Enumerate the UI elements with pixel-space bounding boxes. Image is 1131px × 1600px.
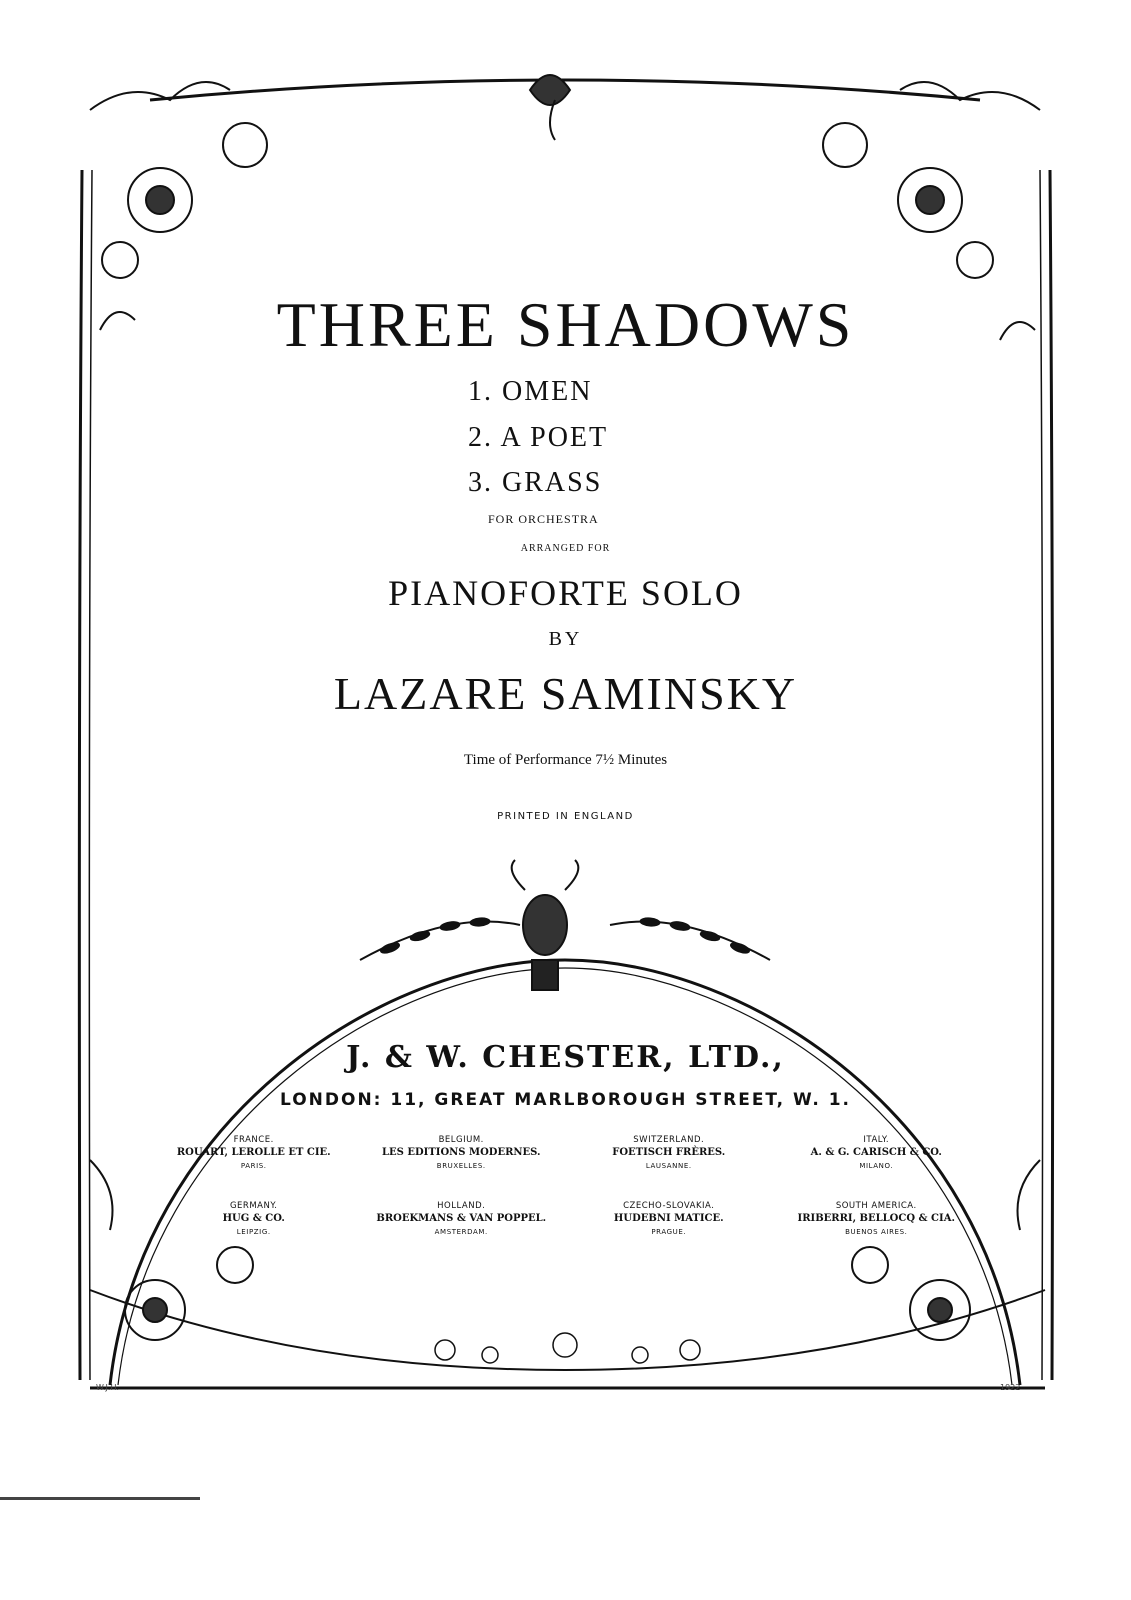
- agent-name: ROUART, LEROLLE ET CIE.: [176, 1147, 331, 1158]
- performance-time: Time of Performance 7½ Minutes: [463, 752, 668, 768]
- arranged-for-line: ARRANGED FOR: [520, 543, 611, 554]
- agent-city: PARIS.: [240, 1162, 267, 1170]
- artist-initials: W.J.H.: [96, 1383, 119, 1392]
- agent-city: BUENOS AIRES.: [845, 1228, 908, 1236]
- agent-belgium: [358, 1134, 566, 1172]
- agent-city: BRUXELLES.: [436, 1162, 486, 1170]
- agent-name: LES EDITIONS MODERNES.: [382, 1147, 541, 1158]
- publisher-oval: [110, 960, 1020, 1385]
- agent-holland: [358, 1200, 566, 1238]
- agent-south-america: [773, 1200, 981, 1238]
- agent-name: A. & G. CARISCH & CO.: [810, 1147, 942, 1158]
- agent-france: [150, 1134, 358, 1172]
- corner-ornament-bottom-right: [852, 1160, 1040, 1340]
- agents-row-2: [150, 1200, 980, 1238]
- agent-czechoslovakia: [565, 1200, 773, 1238]
- agent-name: BROEKMANS & VAN POPPEL.: [376, 1213, 547, 1224]
- agent-country: CZECHO-SLOVAKIA.: [623, 1201, 715, 1211]
- agent-city: AMSTERDAM.: [434, 1228, 488, 1236]
- printed-in-line: PRINTED IN ENGLAND: [497, 811, 634, 822]
- top-center-leaf: [530, 75, 570, 140]
- agent-country: SOUTH AMERICA.: [835, 1201, 917, 1211]
- bottom-flower-border: [435, 1333, 700, 1363]
- agent-name: HUDEBNI MATICE.: [613, 1213, 724, 1224]
- instrument-line: PIANOFORTE SOLO: [388, 573, 743, 613]
- agents-row-1: [150, 1134, 980, 1172]
- agent-country: BELGIUM.: [438, 1135, 484, 1145]
- for-orchestra-line: FOR ORCHESTRA: [488, 512, 599, 526]
- agent-italy: [773, 1134, 981, 1172]
- agent-country: FRANCE.: [233, 1135, 274, 1145]
- movement-3: 3. GRASS: [468, 467, 603, 498]
- corner-ornament-bottom-left: [90, 1160, 253, 1340]
- agent-country: SWITZERLAND.: [633, 1135, 705, 1145]
- agent-country: HOLLAND.: [437, 1201, 486, 1211]
- agent-name: IRIBERRI, BELLOCQ & CIA.: [797, 1213, 955, 1224]
- agent-city: LAUSANNE.: [645, 1162, 692, 1170]
- agent-city: MILANO.: [859, 1162, 894, 1170]
- movement-1: 1. OMEN: [468, 376, 593, 407]
- by-line: BY: [548, 628, 583, 650]
- composer-name: LAZARE SAMINSKY: [333, 668, 798, 719]
- agent-city: LEIPZIG.: [236, 1228, 271, 1236]
- publisher-name: J. & W. CHESTER, LTD.,: [346, 1040, 785, 1075]
- agent-country: ITALY.: [863, 1135, 890, 1145]
- agent-switzerland: [565, 1134, 773, 1172]
- agent-germany: [150, 1200, 358, 1238]
- piece-title: THREE SHADOWS: [276, 289, 855, 360]
- agent-city: PRAGUE.: [651, 1228, 687, 1236]
- agent-country: GERMANY.: [229, 1201, 278, 1211]
- scan-edge-mark: [0, 1497, 200, 1500]
- publisher-address: LONDON: 11, GREAT MARLBOROUGH STREET, W. 1.: [279, 1090, 852, 1110]
- agent-name: HUG & CO.: [222, 1213, 285, 1224]
- year-mark: 1922: [1000, 1383, 1021, 1392]
- agent-name: FOETISCH FRÈRES.: [612, 1147, 726, 1158]
- movement-2: 2. A POET: [468, 422, 609, 453]
